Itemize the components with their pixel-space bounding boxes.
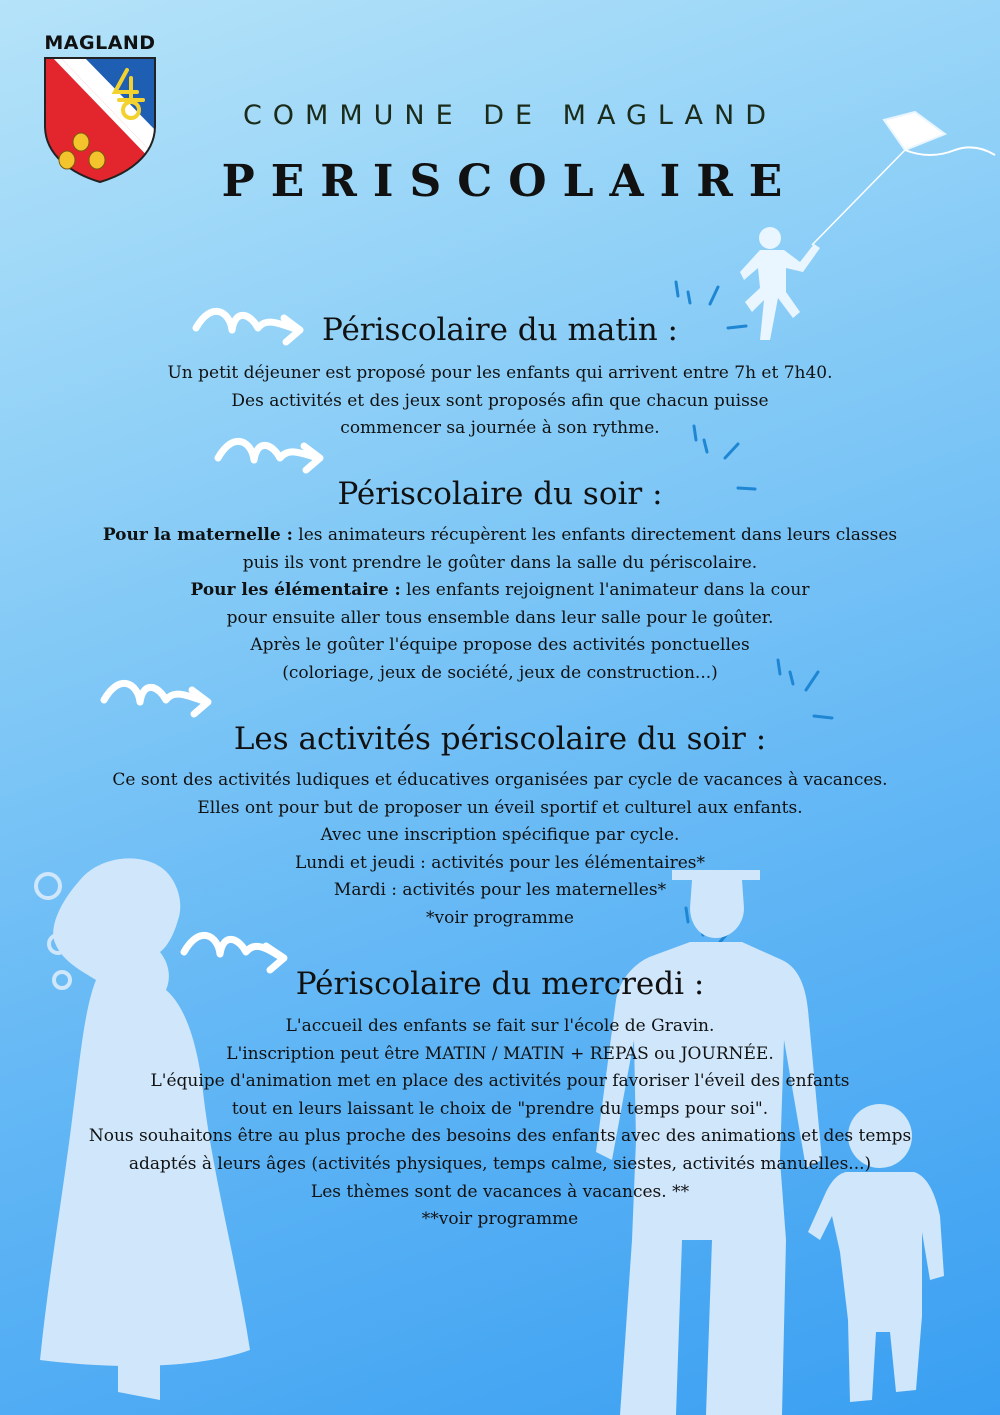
section-text-activites (40, 767, 960, 933)
text-line: Les thèmes sont de vacances à vacances. ** (310, 1181, 690, 1202)
text-line: L'inscription peut être MATIN / MATIN + REPAS ou JOURNÉE. (226, 1043, 774, 1064)
text-line: Avec une inscription spécifique par cycle. (320, 825, 680, 846)
text-line: commencer sa journée à son rythme. (340, 418, 660, 439)
text-line: Un petit déjeuner est proposé pour les enfants qui arrivent entre 7h et 7h40. (167, 363, 833, 383)
text-line: Lundi et jeudi : activités pour les élémentaires* (294, 852, 706, 873)
section-title-mercredi: Périscolaire du mercredi : (295, 966, 705, 1002)
elementaire-text: les enfants rejoignent l'animateur dans la cour (400, 580, 810, 601)
text-line: pour ensuite aller tous ensemble dans leur salle pour le goûter. (226, 607, 774, 628)
text-line: Mardi : activités pour les maternelles* (333, 880, 667, 901)
logo-text: MAGLAND (44, 32, 156, 54)
text-line: tout en leurs laissant le choix de "prendre du temps pour soi". (231, 1098, 769, 1119)
section-title-soir: Périscolaire du soir : (337, 476, 663, 512)
coat-of-arms-icon (41, 56, 159, 184)
section-title-matin: Périscolaire du matin : (322, 312, 678, 348)
section-text-mercredi (40, 1013, 960, 1234)
commune-title: COMMUNE DE MAGLAND (242, 100, 778, 131)
maternelle-label: Pour la maternelle : (102, 525, 293, 545)
text-line: (coloriage, jeux de société, jeux de construction...) (282, 662, 718, 683)
text-line: puis ils vont prendre le goûter dans la salle du périscolaire. (242, 552, 758, 573)
text-line: L'équipe d'animation met en place des activités pour favoriser l'éveil des enfants (150, 1071, 850, 1092)
section-text-matin (40, 360, 960, 443)
text-line: **voir programme (421, 1209, 579, 1230)
page-title: PERISCOLAIRE (221, 156, 799, 207)
text-line (40, 577, 960, 605)
text-line: Des activités et des jeux sont proposés afin que chacun puisse (231, 390, 769, 411)
text-line: L'accueil des enfants se fait sur l'école de Gravin. (285, 1016, 715, 1036)
text-line (40, 522, 960, 550)
text-line: adaptés à leurs âges (activités physiques, temps calme, siestes, activités manuelles...) (128, 1153, 872, 1174)
text-line: Ce sont des activités ludiques et éducatives organisées par cycle de vacances à vacances. (112, 770, 888, 790)
section-text-soir (40, 522, 960, 688)
text-line: Elles ont pour but de proposer un éveil sportif et culturel aux enfants. (197, 797, 803, 818)
text-line: Après le goûter l'équipe propose des activités ponctuelles (250, 635, 750, 656)
maternelle-text: les animateurs récupèrent les enfants directement dans leurs classes (292, 525, 898, 545)
section-title-activites: Les activités périscolaire du soir : (233, 721, 767, 757)
text-line: Nous souhaitons être au plus proche des besoins des enfants avec des animations et des temps (88, 1126, 912, 1147)
magland-logo (38, 32, 162, 184)
text-line: *voir programme (426, 907, 574, 928)
elementaire-label: Pour les élémentaire : (190, 580, 401, 601)
